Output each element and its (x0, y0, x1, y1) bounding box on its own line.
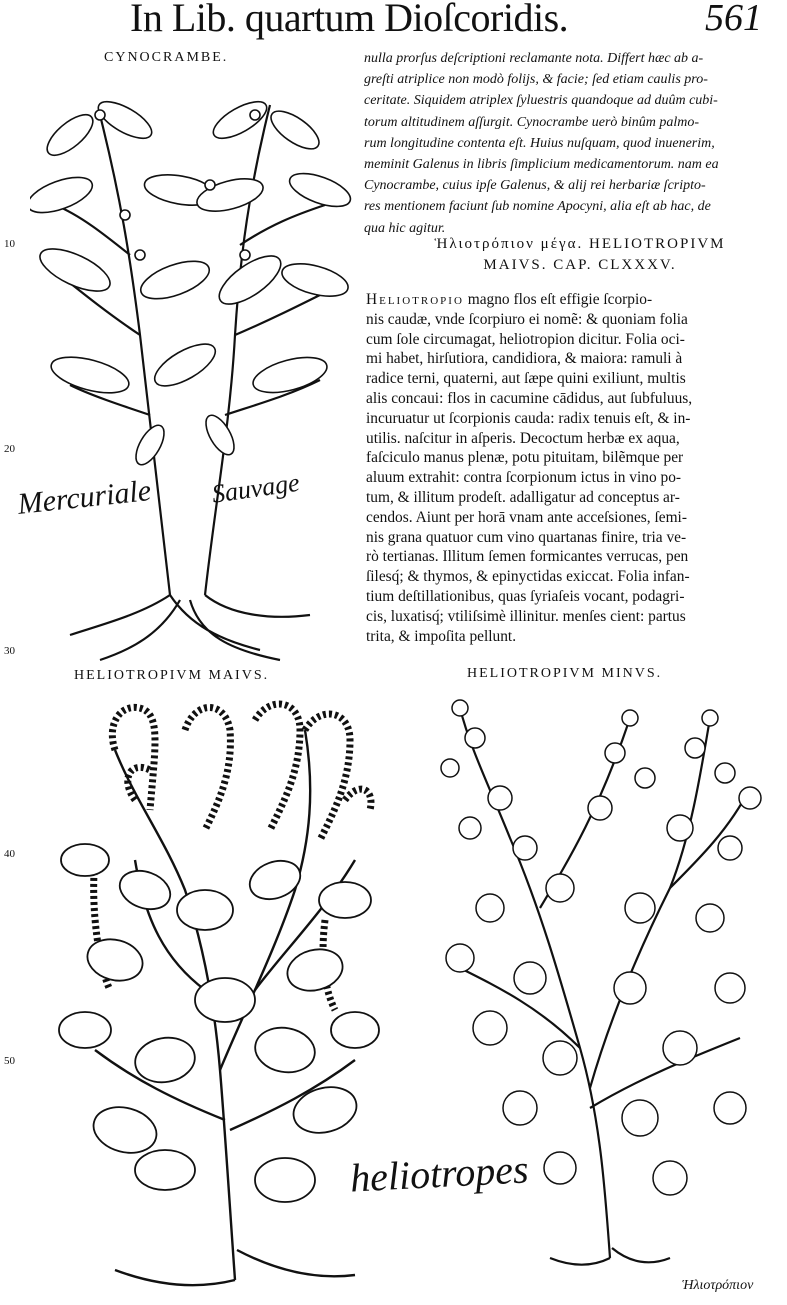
body-line: aluum extrahit: contra ſcorpionum ictus in vino po- (366, 469, 682, 487)
heliotropium-maius-illustration (55, 690, 385, 1290)
commentary-line: nulla prorſus deſcriptioni reclamante nota. Differt hæc ab a- (364, 51, 704, 66)
commentary-line: greſti atriplice non modò folijs, & facie; ſed etiam caulis pro- (364, 72, 708, 88)
body-line: nis grana quatuor cum vino quartanas finire, tria ve- (366, 528, 687, 546)
commentary-line: meminit Galenus in libris ſimplicium medicamentorum. nam ea (364, 157, 719, 173)
body-line: alis concaui: flos in cacumine cādidus, aut ſubfuluus, (366, 389, 693, 407)
handwritten-annotation-right: Sauvage (210, 467, 302, 509)
body-line: radice terni, quaterni, aut ſæpe quini exiliunt, multis (366, 370, 686, 388)
footer-greek-label: Ἡλιοτρόπιον (682, 1278, 754, 1293)
commentary-text (364, 48, 768, 239)
caption-heliotropium-minus: HELIOTROPIVM MINVS. (467, 666, 663, 681)
body-line: faſciculo manus plenæ, potu pituitam, bilẽmque per (366, 449, 684, 467)
body-line: Heliotropio magno flos eſt effigie ſcorpio- (366, 291, 653, 308)
body-lead-word: Heliotropio (366, 291, 464, 308)
handwritten-annotation-left: Mercuriale (16, 474, 153, 521)
commentary-line: torum altitudinem aſſurgit. Cynocrambe uerò binûm palmo- (364, 114, 700, 130)
body-line: tium deſtillationibus, quas ſyriaſeis vocant, podagri- (366, 587, 685, 605)
body-line: trita, & impoſita pellunt. (366, 627, 517, 645)
commentary-line: qua hic agitur. (364, 220, 446, 236)
chapter-heading (380, 234, 780, 276)
running-head-title: In Lib. quartum Dioſcoridis. (130, 0, 569, 40)
handwritten-annotation-bottom: heliotropes (348, 1146, 530, 1201)
cynocrambe-illustration (30, 75, 360, 665)
margin-line-number: 20 (4, 443, 15, 455)
body-line: mi habet, hirſutiora, candidiora, & maiora: ramuli à (366, 350, 683, 368)
margin-line-number: 50 (4, 1055, 15, 1067)
commentary-line: Cynocrambe, cuius ipſe Galenus, & alij rei herbariæ ſcripto- (364, 178, 706, 194)
body-line: cis, luxatisq́; vtiliſsimè illinitur. menſes cient: partus (366, 607, 686, 625)
page-number: 561 (705, 0, 762, 39)
chapter-heading-line: Ἡλιοτρόπιον μέγα. HELIOTROPIVM (434, 236, 726, 252)
body-line: rò tertianas. Illitum ſemen formicantes verrucas, pen (366, 548, 689, 566)
margin-line-number: 40 (4, 848, 15, 860)
margin-line-number: 30 (4, 645, 15, 657)
body-line: utilis. naſcitur in aſperis. Decoctum herbæ ex aqua, (366, 429, 680, 447)
commentary-line: ceritate. Siquidem atriplex ſyluestris quandoque ad duûm cubi- (364, 93, 718, 109)
body-line: nis caudæ, vnde ſcorpiuro ei nomẽ: & quoniam folia (366, 310, 688, 328)
caption-heliotropium-maius: HELIOTROPIVM MAIVS. (74, 668, 270, 683)
chapter-heading-line: MAIVS. CAP. CLXXXV. (483, 257, 677, 273)
body-line: ſilesq́; & thymos, & epinyctidas exiccat. Folia infan- (366, 568, 690, 586)
chapter-body-text (366, 290, 776, 646)
body-line: tum, & illitum prodeſt. adalligatur ad conceptus ar- (366, 488, 680, 506)
body-line: incuruatur ut ſcorpionis cauda: radix tenuis eſt, & in- (366, 409, 691, 427)
body-line: cum ſole circumagat, heliotropion dicitur. Folia oci- (366, 330, 685, 348)
body-line: cendos. Aiunt per horā vnam ante acceſsiones, ſemi- (366, 508, 687, 526)
commentary-line: rum longitudine contenta eſt. Huius nuſquam, quod inuenerim, (364, 135, 715, 151)
margin-line-number: 10 (4, 238, 15, 250)
commentary-line: res mentionem faciunt ſub nomine Apocyni, alia eſt ab hac, de (364, 199, 711, 215)
caption-cynocrambe: CYNOCRAMBE. (104, 50, 229, 65)
